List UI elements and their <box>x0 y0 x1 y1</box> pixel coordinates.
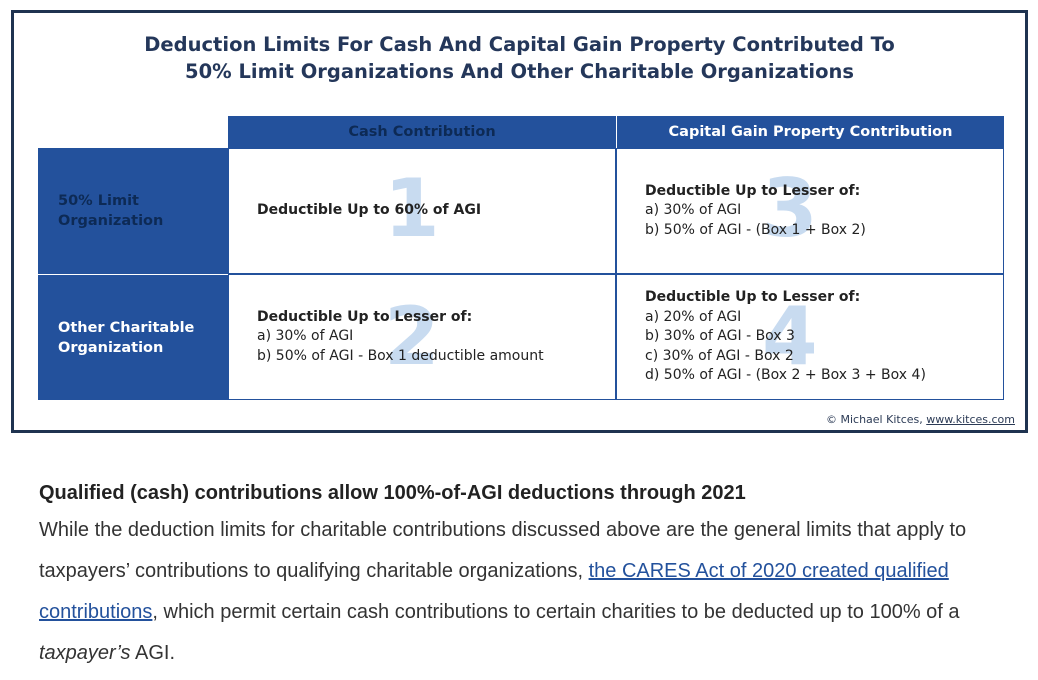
para-text-1: While the deduction limits for charitable contributions discussed above are the general limits that apply to taxpayers’ contributions to qualifying charitable organizations, <box>39 519 967 582</box>
cell-box-3 <box>616 148 1004 274</box>
box-number-1: 1 <box>384 162 440 255</box>
para-text-3: AGI. <box>130 642 176 664</box>
col-header-capital-gain: Capital Gain Property Contribution <box>616 116 1004 148</box>
cell-box-4 <box>616 274 1004 400</box>
box-number-3: 3 <box>762 162 818 255</box>
article-section <box>39 478 999 674</box>
box-4-line-5: d) 50% of AGI - (Box 2 + Box 3 + Box 4) <box>645 367 926 384</box>
box-4-line-1: Deductible Up to Lesser of: <box>645 289 861 306</box>
box-1-line: Deductible Up to 60% of AGI <box>257 202 482 219</box>
box-number-2: 2 <box>384 290 440 383</box>
box-2-line-1: Deductible Up to Lesser of: <box>257 308 473 325</box>
box-2-line-3: b) 50% of AGI - Box 1 deductible amount <box>257 347 544 364</box>
box-3-line-3: b) 50% of AGI - (Box 1 + Box 2) <box>645 221 866 238</box>
row-header-other-charitable: Other Charitable Organization <box>38 274 228 400</box>
section-heading: Qualified (cash) contributions allow 100%-of-AGI deductions through 2021 <box>39 482 746 504</box>
para-text-2: , which permit certain cash contributions to certain charities to be deducted up to 100% of a <box>152 601 960 623</box>
credit-prefix: © Michael Kitces, <box>825 413 927 426</box>
box-4-line-4: c) 30% of AGI - Box 2 <box>645 347 794 364</box>
figure-title-line1: Deduction Limits For Cash And Capital Gain Property Contributed To <box>144 33 895 56</box>
box-3-line-2: a) 30% of AGI <box>645 202 742 219</box>
box-3-line-1: Deductible Up to Lesser of: <box>645 182 861 199</box>
figure-title-line2: 50% Limit Organizations And Other Charitable Organizations <box>185 60 854 83</box>
box-4-line-2: a) 20% of AGI <box>645 308 742 325</box>
credit-link[interactable]: www.kitces.com <box>926 413 1015 426</box>
cell-box-1 <box>228 148 616 274</box>
cares-act-link[interactable]: the CARES Act of 2020 created qualified contributions <box>39 560 949 623</box>
para-italic: taxpayer’s <box>39 642 131 664</box>
col-header-cash: Cash Contribution <box>228 116 616 148</box>
cell-box-2 <box>228 274 616 400</box>
box-2-line-2: a) 30% of AGI <box>257 328 354 345</box>
body-paragraph <box>39 510 999 674</box>
limits-table <box>38 116 1004 400</box>
figure-credit <box>826 413 1015 426</box>
row-header-50-limit: 50% Limit Organization <box>38 148 228 274</box>
box-4-line-3: b) 30% of AGI - Box 3 <box>645 328 795 345</box>
figure-title <box>14 31 1025 85</box>
box-number-4: 4 <box>762 290 818 383</box>
deduction-limits-figure <box>11 10 1028 433</box>
